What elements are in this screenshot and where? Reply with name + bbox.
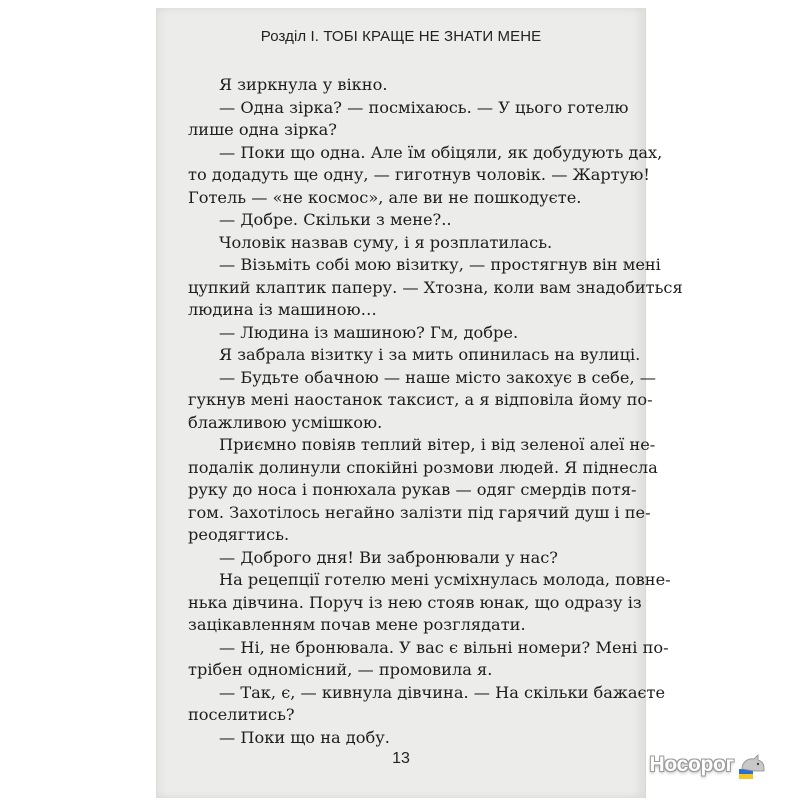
text-line: — Людина із машиною? Гм, добре. <box>219 322 519 342</box>
text-line: руку до носа і понюхала рукав — одяг смердів потя- <box>188 480 637 499</box>
text-line: Приємно повіяв теплий вітер, і від зеленої алеї не- <box>219 435 656 454</box>
text-line: На рецепції готелю мені усміхнулась молода, повне- <box>219 570 671 589</box>
text-line: Чоловік назвав суму, і я розплатилась. <box>219 232 553 252</box>
text-line: — Так, є, — кивнула дівчина. — На скільки бажаєте <box>219 682 666 702</box>
text-line: Готель — «не космос», але ви не пошкодуєте. <box>188 187 582 207</box>
text-line: — Будьте обачною — наше місто закохує в себе, — <box>219 367 656 387</box>
text-line: — Поки що одна. Але їм обіцяли, як добудують дах, <box>219 142 663 162</box>
body-text <box>188 74 683 749</box>
text-line: — Ні, не бронювала. У вас є вільні номери? Мені по- <box>219 637 669 657</box>
watermark-brand: Носорог <box>649 753 734 776</box>
text-line: нька дівчина. Поруч із нею стояв юнак, що одразу із <box>188 592 642 612</box>
page-number: 13 <box>392 750 410 767</box>
text-line: гом. Захотілось негайно залізти під гарячий душ і пе- <box>188 502 651 522</box>
text-line: людина із машиною… <box>188 300 377 319</box>
text-line: трібен одномісний, — промовила я. <box>188 660 493 679</box>
rhino-icon <box>736 750 766 780</box>
text-line: подалік долинули спокійні розмови людей. Я піднесла <box>188 457 658 477</box>
text-line: — Поки що на добу. <box>219 727 390 747</box>
text-line: зацікавленням почав мене розглядати. <box>188 615 526 634</box>
book-page <box>156 8 683 798</box>
text-line: — Одна зірка? — посміхаюсь. — У цього готелю <box>219 97 629 117</box>
text-line: лише одна зірка? <box>188 120 337 139</box>
text-line: Я зиркнула у вікно. <box>219 75 388 94</box>
text-line: — Доброго дня! Ви забронювали у нас? <box>219 547 558 567</box>
text-line: поселитись? <box>188 705 295 724</box>
store-watermark <box>649 750 766 780</box>
text-line: цупкий клаптик паперу. — Хтозна, коли вам знадобиться <box>188 277 683 297</box>
text-line: — Добре. Скільки з мене?.. <box>219 210 452 229</box>
running-head: Розділ І. ТОБІ КРАЩЕ НЕ ЗНАТИ МЕНЕ <box>260 28 542 45</box>
text-line: то додадуть ще одну, — гиготнув чоловік. — Жартую! <box>188 165 650 184</box>
text-line: Я забрала візитку і за мить опинилась на вулиці. <box>219 345 641 364</box>
text-line: реодягтись. <box>188 525 290 544</box>
text-line: гукнув мені наостанок таксист, а я відповіла йому по- <box>188 390 653 409</box>
text-line: блажливою усмішкою. <box>188 412 383 432</box>
text-line: — Візьміть собі мою візитку, — простягнув він мені <box>219 255 661 274</box>
